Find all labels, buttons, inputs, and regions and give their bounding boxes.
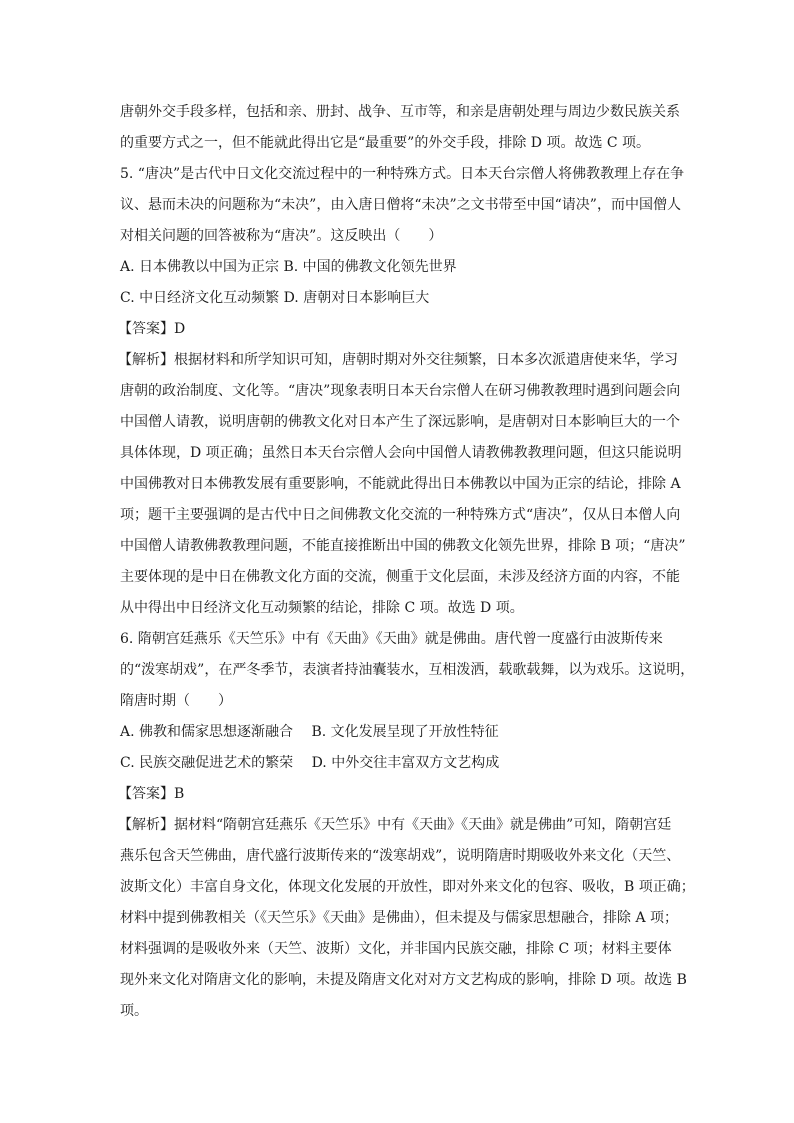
text-line: 对相关问题的回答被称为“唐决”。这反映出（ ） (120, 228, 443, 244)
text-line: 议、悬而未决的问题称为“未决”，由入唐日僧将“未决”之文书带至中国“请决”，而中国僧人 (120, 197, 681, 213)
text-line: 中国僧人请教，说明唐朝的佛教文化对日本产生了深远影响，是唐朝对日本影响巨大的一个 (120, 414, 680, 430)
text-line: 现外来文化对隋唐文化的影响，未提及隋唐文化对对方文艺构成的影响，排除 D 项。故选 B (120, 972, 687, 988)
question-5-options-ab: A. 日本佛教以中国为正宗 B. 中国的佛教文化领先世界 (120, 259, 457, 275)
text-line: 材料中提到佛教相关（《天竺乐》《天曲》是佛曲），但未提及与儒家思想融合，排除 A 项； (120, 910, 679, 926)
question-5-stem: 5. “唐决”是古代中日文化交流过程中的一种特殊方式。日本天台宗僧人将佛教教理上存在争 (120, 166, 685, 182)
text-line: 的“泼寒胡戏”，在严冬季节，表演者持油囊装水，互相泼洒，载歌载舞，以为戏乐。这说明， (120, 662, 695, 678)
question-6-options-cd: C. 民族交融促进艺术的繁荣 D. 中外交往丰富双方文艺构成 (120, 755, 500, 771)
text-line: 从中得出中日经济文化互动频繁的结论，排除 C 项。故选 D 项。 (120, 600, 524, 616)
question-6-stem: 6. 隋朝宫廷燕乐《天竺乐》中有《天曲》《天曲》就是佛曲。唐代曾一度盛行由波斯传来 (120, 631, 663, 647)
text-line: 中国僧人请教佛教教理问题，不能直接推断出中国的佛教文化领先世界，排除 B 项；“唐决” (120, 538, 686, 554)
question-5-answer: 【答案】D (118, 321, 186, 337)
question-6-options-ab: A. 佛教和儒家思想逐渐融合 B. 文化发展呈现了开放性特征 (120, 724, 499, 740)
text-line: 唐朝外交手段多样，包括和亲、册封、战争、互市等，和亲是唐朝处理与周边少数民族关系 (120, 104, 680, 120)
text-line: 材料强调的是吸收外来（天竺、波斯）文化，并非国内民族交融，排除 C 项；材料主要体 (120, 941, 672, 957)
text-line: 具体体现，D 项正确；虽然日本天台宗僧人会向中国僧人请教佛教教理问题，但这只能说明 (120, 445, 682, 461)
text-line: 波斯文化）丰富自身文化，体现文化发展的开放性，即对外来文化的包容、吸收，B 项正确； (120, 879, 695, 895)
text-line: 项。 (120, 1003, 148, 1019)
document-body (118, 97, 695, 1027)
text-line: 中国佛教对日本佛教发展有重要影响，不能就此得出日本佛教以中国为正宗的结论，排除 A (120, 476, 681, 492)
text-line: 隋唐时期（ ） (120, 693, 232, 709)
text-line: 唐朝的政治制度、文化等。“唐决”现象表明日本天台宗僧人在研习佛教教理时遇到问题会向 (120, 383, 681, 399)
question-6-answer: 【答案】B (118, 786, 185, 802)
question-5-analysis: 【解析】根据材料和所学知识可知，唐朝时期对外交往频繁，日本多次派遣唐使来华，学习 (118, 352, 678, 368)
question-6-analysis: 【解析】据材料“隋朝宫廷燕乐《天竺乐》中有《天曲》《天曲》就是佛曲”可知，隋朝宫廷 (118, 817, 672, 833)
text-line: 主要体现的是中日在佛教文化方面的交流，侧重于文化层面，未涉及经济方面的内容，不能 (120, 569, 680, 585)
text-line: 的重要方式之一，但不能就此得出它是“最重要”的外交手段，排除 D 项。故选 C 项。 (120, 135, 651, 151)
text-line: 燕乐包含天竺佛曲，唐代盛行波斯传来的“泼寒胡戏”，说明隋唐时期吸收外来文化（天竺、 (120, 848, 681, 864)
question-5-options-cd: C. 中日经济文化互动频繁 D. 唐朝对日本影响巨大 (120, 290, 430, 306)
text-line: 项；题干主要强调的是古代中日之间佛教文化交流的一种特殊方式“唐决”，仅从日本僧人向 (120, 507, 681, 523)
